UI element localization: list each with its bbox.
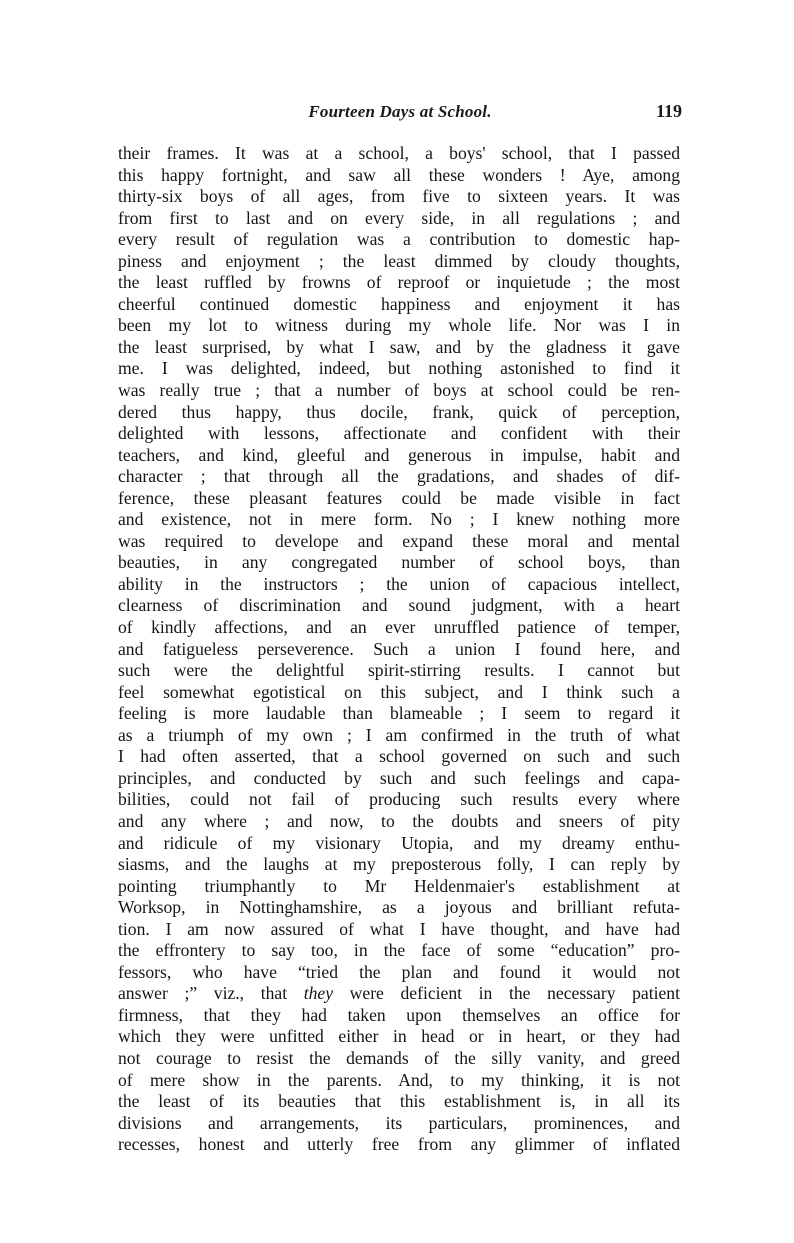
text-line: feeling is more laudable than blameable ; I seem to regard it bbox=[118, 703, 680, 724]
page-number: 119 bbox=[655, 101, 682, 121]
text-line: delighted with lessons, affectionate and confident with their bbox=[118, 423, 680, 444]
text-line: teachers, and kind, gleeful and generous in impulse, habit and bbox=[118, 444, 680, 465]
text-line: siasms, and the laughs at my preposterous folly, I can reply by bbox=[118, 854, 680, 875]
text-line: not courage to resist the demands of the silly vanity, and greed bbox=[118, 1047, 680, 1068]
text-line: pointing triumphantly to Mr Heldenmaier's establishment at bbox=[118, 875, 680, 896]
text-line: was required to develope and expand these moral and mental bbox=[118, 530, 680, 551]
running-head bbox=[118, 100, 682, 124]
text-line line-with-italic: answer ;” viz., that they were deficient in the necessary patient bbox=[118, 983, 680, 1004]
text-line: me. I was delighted, indeed, but nothing astonished to find it bbox=[118, 358, 680, 379]
text-line: which they were unfitted either in head or in heart, or they had bbox=[118, 1026, 680, 1047]
text-line: as a triumph of my own ; I am confirmed in the truth of what bbox=[118, 724, 680, 745]
italic-emphasis: they bbox=[303, 983, 334, 1004]
text-line: the least of its beauties that this establishment is, in all its bbox=[118, 1091, 680, 1112]
text-line: ability in the instructors ; the union of capacious intellect, bbox=[118, 573, 680, 594]
text-line: ference, these pleasant features could be made visible in fact bbox=[118, 487, 680, 508]
text-line: piness and enjoyment ; the least dimmed by cloudy thoughts, bbox=[118, 250, 680, 271]
text-line: firmness, that they had taken upon themselves an office for bbox=[118, 1004, 680, 1025]
text-line: dered thus happy, thus docile, frank, quick of perception, bbox=[118, 401, 680, 422]
text-line: Worksop, in Nottinghamshire, as a joyous and brilliant refuta- bbox=[118, 897, 680, 918]
text-line: beauties, in any congregated number of school boys, than bbox=[118, 552, 680, 573]
text-line: I had often asserted, that a school governed on such and such bbox=[118, 746, 680, 767]
text-line: tion. I am now assured of what I have thought, and have had bbox=[118, 918, 680, 939]
text-line: feel somewhat egotistical on this subject, and I think such a bbox=[118, 681, 680, 702]
text-line: every result of regulation was a contribution to domestic hap- bbox=[118, 229, 680, 250]
text-line: and existence, not in mere form. No ; I knew nothing more bbox=[118, 509, 680, 530]
text-line: recesses, honest and utterly free from any glimmer of inflated bbox=[118, 1134, 680, 1155]
text-line: from first to last and on every side, in all regulations ; and bbox=[118, 207, 680, 228]
text-line: bilities, could not fail of producing such results every where bbox=[118, 789, 680, 810]
text-line: and ridicule of my visionary Utopia, and my dreamy enthu- bbox=[118, 832, 680, 853]
text-line: the least surprised, by what I saw, and by the gladness it gave bbox=[118, 336, 680, 357]
text-line: character ; that through all the gradations, and shades of dif- bbox=[118, 466, 680, 487]
text-line: the effrontery to say too, in the face of some “education” pro- bbox=[118, 940, 680, 961]
text-line: principles, and conducted by such and such feelings and capa- bbox=[118, 767, 680, 788]
text-line: was really true ; that a number of boys at school could be ren- bbox=[118, 380, 680, 401]
text-line: such were the delightful spirit-stirring results. I cannot but bbox=[118, 660, 680, 681]
text-line: the least ruffled by frowns of reproof or inquietude ; the most bbox=[118, 272, 680, 293]
text-line: fessors, who have “tried the plan and found it would not bbox=[118, 961, 680, 982]
text-line: of kindly affections, and an ever unruffled patience of temper, bbox=[118, 617, 680, 638]
text-line: their frames. It was at a school, a boys' school, that I passed bbox=[118, 143, 680, 163]
text-line: and fatigueless perseverence. Such a union I found here, and bbox=[118, 638, 680, 659]
running-title: Fourteen Days at School. bbox=[308, 102, 492, 121]
text-line: thirty-six boys of all ages, from five to sixteen years. It was bbox=[118, 186, 680, 207]
text-line: of mere show in the parents. And, to my thinking, it is not bbox=[118, 1069, 680, 1090]
text-line: been my lot to witness during my whole life. Nor was I in bbox=[118, 315, 680, 336]
text-line: and any where ; and now, to the doubts and sneers of pity bbox=[118, 810, 680, 831]
text-line: this happy fortnight, and saw all these wonders ! Aye, among bbox=[118, 164, 680, 185]
text-line: cheerful continued domestic happiness and enjoyment it has bbox=[118, 293, 680, 314]
body-text bbox=[118, 143, 680, 1156]
text-line: clearness of discrimination and sound judgment, with a heart bbox=[118, 595, 680, 616]
text-line: divisions and arrangements, its particulars, prominences, and bbox=[118, 1112, 680, 1133]
